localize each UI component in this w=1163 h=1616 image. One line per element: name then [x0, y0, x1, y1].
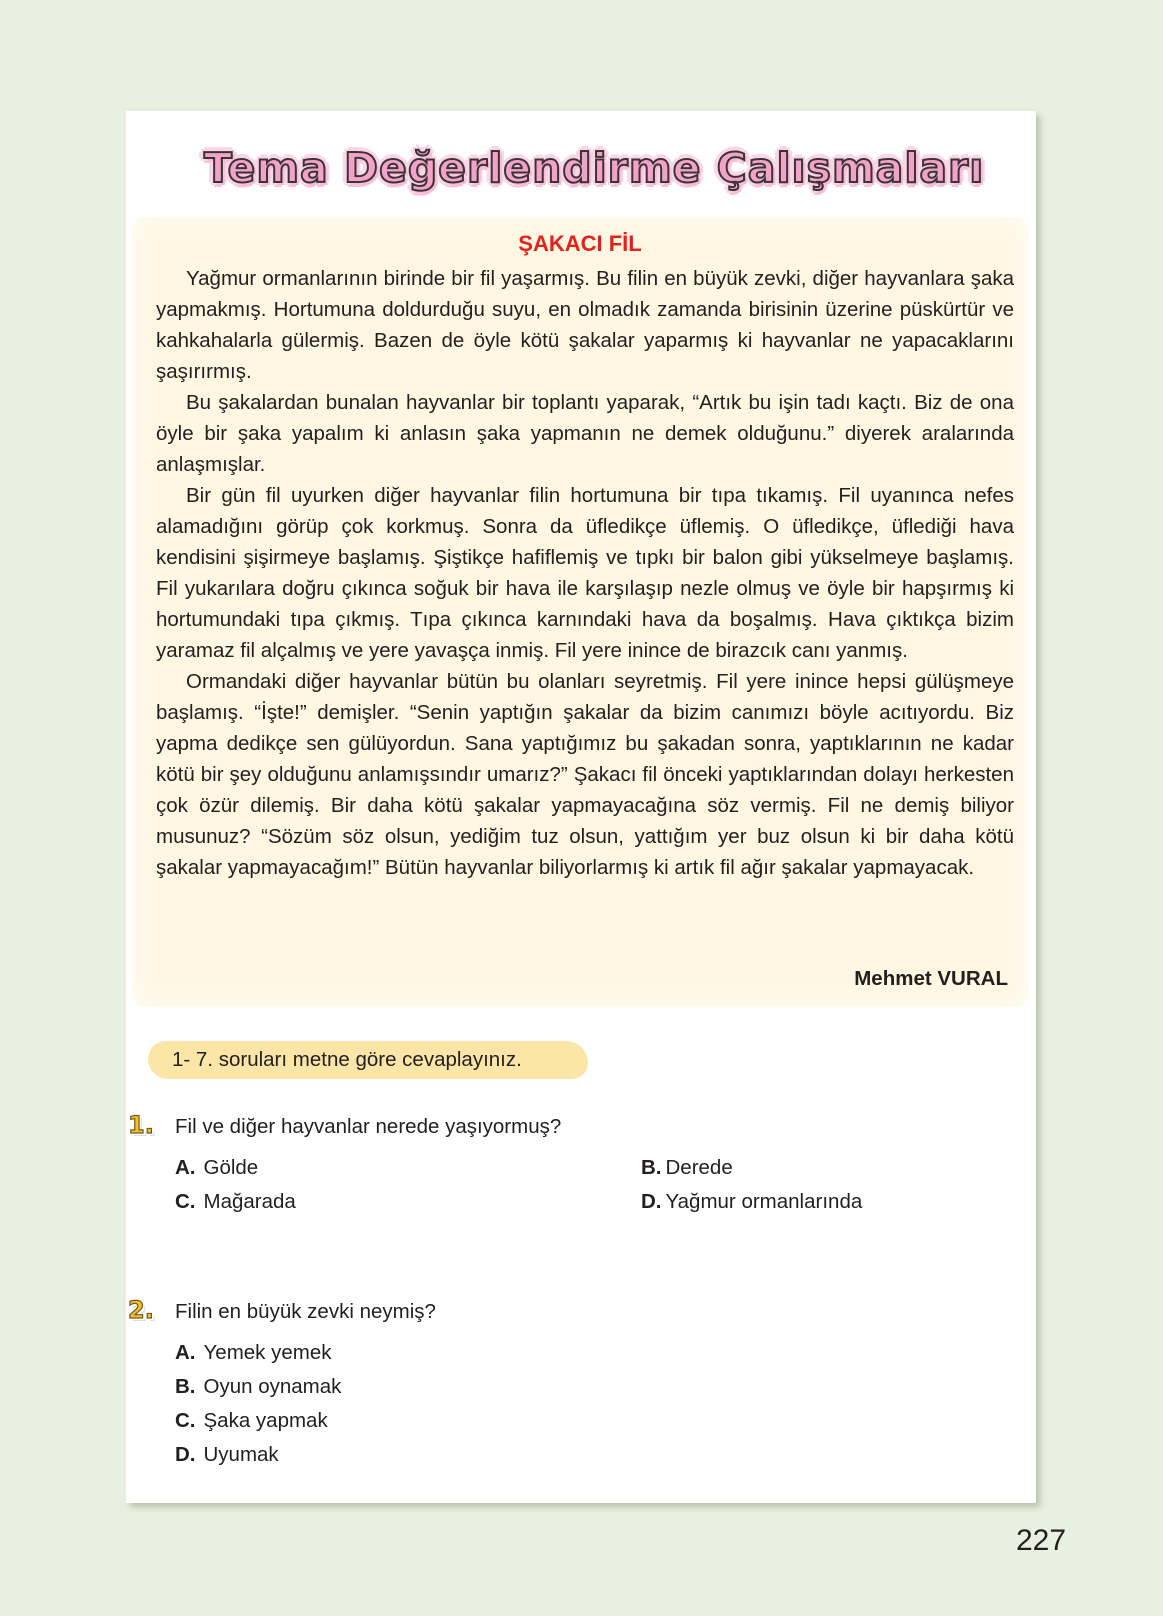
story-paragraph: Ormandaki diğer hayvanlar bütün bu olanları seyretmiş. Fil yere inince hepsi gülüşmeye başlamış. “İşte!” demişler. “Senin yaptığın şakalar da bizim canımızı böyle acıtıyordu. Biz yapma dedikçe sen gülüyordun. Sana yaptığımız bu şakadan sonra, yaptıklarının ne kadar kötü bir şey olduğunu anlamışsındır umarız?” Şakacı fil önceki yaptıklarından dolayı herkesten çok özür dilemiş. Bir daha kötü şakalar yapmayacağına söz vermiş. Fil ne demiş biliyor musunuz? “Sözüm söz olsun, yediğim tuz olsun, yattığım yer buz olsun ki bir daha kötü şakalar yapmayacağım!” Bütün hayvanlar biliyorlarmış ki artık fil ağır şakalar yapmayacak. [156, 670, 1014, 879]
option-text: Gölde [203, 1156, 259, 1179]
option-c[interactable] [175, 1190, 296, 1214]
option-text: Yemek yemek [203, 1341, 332, 1364]
option-d[interactable] [641, 1190, 862, 1214]
option-a[interactable] [175, 1341, 332, 1365]
question-number-badge-icon: 2. [128, 1296, 154, 1324]
option-b[interactable] [641, 1156, 733, 1180]
option-letter: B. [175, 1375, 196, 1398]
option-d[interactable] [175, 1443, 279, 1467]
story-paragraph: Bu şakalardan bunalan hayvanlar bir toplantı yaparak, “Artık bu işin tadı kaçtı. Biz de ona öyle bir şaka yapalım ki anlasın şaka yapmanın ne demek olduğunu.” diyerek aralarında anlaşmışlar. [156, 391, 1014, 476]
question-number-badge-icon: 1. [128, 1111, 154, 1139]
option-c[interactable] [175, 1409, 328, 1433]
workbook-page [126, 111, 1036, 1503]
story-title: ŞAKACI FİL [518, 231, 642, 256]
option-letter: C. [175, 1190, 196, 1213]
option-text: Yağmur ormanlarında [665, 1190, 863, 1213]
story-text [156, 263, 1014, 883]
option-a[interactable] [175, 1156, 258, 1180]
option-letter: A. [175, 1156, 196, 1179]
page-header [204, 133, 985, 203]
story-author: Mehmet VURAL [854, 967, 1008, 990]
option-text: Mağarada [203, 1190, 296, 1213]
story-paragraph: Yağmur ormanlarının birinde bir fil yaşarmış. Bu filin en büyük zevki, diğer hayvanlara şaka yapmakmış. Hortumuna doldurduğu suyu, en olmadık zamanda birisinin üzerine püskürtür ve kahkahalarla gülermiş. Bazen de öyle kötü şakalar yaparmış ki hayvanlar ne yapacaklarını şaşırırmış. [156, 267, 1014, 383]
option-letter: A. [175, 1341, 196, 1364]
option-text: Oyun oynamak [203, 1375, 342, 1398]
option-letter: B. [641, 1156, 662, 1179]
question-text: Fil ve diğer hayvanlar nerede yaşıyormuş? [175, 1115, 562, 1138]
option-text: Uyumak [203, 1443, 279, 1466]
page-title: Tema Değerlendirme Çalışmaları [204, 144, 985, 192]
question-text: Filin en büyük zevki neymiş? [175, 1300, 436, 1323]
option-letter: C. [175, 1409, 196, 1432]
story-box [132, 217, 1028, 1007]
page-number: 227 [1016, 1524, 1067, 1557]
story-paragraph: Bir gün fil uyurken diğer hayvanlar filin hortumuna bir tıpa tıkamış. Fil uyanınca nefes alamadığını görüp çok korkmuş. Sonra da üfledikçe üflemiş. O üfledikçe, üflediği hava kendisini şişirmeye başlamış. Şiştikçe hafiflemiş ve tıpkı bir balon gibi yükselmeye başlamış. Fil yukarılara doğru çıkınca soğuk bir hava ile karşılaşıp nezle olmuş ve öyle bir hapşırmış ki hortumundaki tıpa çıkmış. Tıpa çıkınca karnındaki hava da boşalmış. Hava çıktıkça bizim yaramaz fil alçalmış ve yere yavaşça inmiş. Fil yere inince de birazcık canı yanmış. [156, 484, 1014, 662]
option-text: Şaka yapmak [203, 1409, 328, 1432]
option-b[interactable] [175, 1375, 341, 1399]
option-letter: D. [641, 1190, 662, 1213]
instruction-banner: 1- 7. soruları metne göre cevaplayınız. [148, 1041, 588, 1079]
option-letter: D. [175, 1443, 196, 1466]
option-text: Derede [665, 1156, 733, 1179]
